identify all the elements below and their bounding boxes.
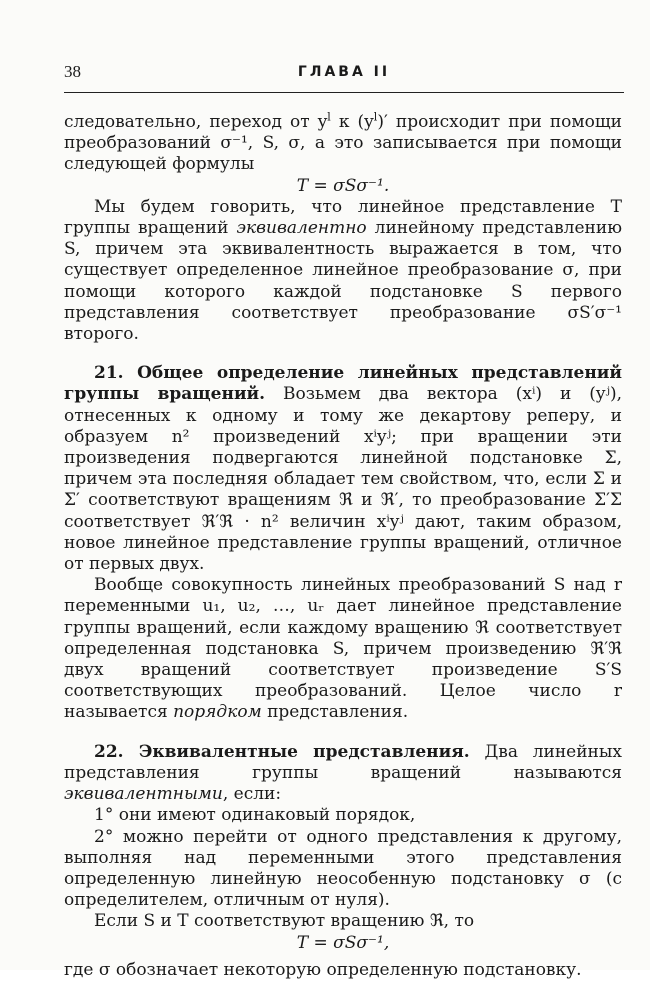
formula-1: T = σSσ⁻¹. (296, 175, 390, 196)
paragraph-if: Если S и T соответствуют вращению ℜ, то (94, 911, 475, 932)
paragraph-continuation: следовательно, переход от $y^l$ к $(y^l)'$ происходит при помощи преобразований σ⁻¹, S, σ, а это записывается при помощи следующей формулы (64, 110, 622, 175)
section-21-title: 21. Общее определение линейных представлений группы вращений. (64, 363, 622, 405)
section-22: 22. Эквивалентные представления. Два линейных представления группы вращений называются эквивалентными, если: (64, 741, 623, 805)
page-header (64, 62, 624, 86)
chapter-title: ГЛАВА II (297, 64, 391, 80)
paragraph-order: Вообще совокупность линейных преобразований S над r переменными u₁, u₂, …, uᵣ дает линейное представление группы вращений, если каждому вращению ℜ соответствует определенная подстановка S, причем произведению ℜ′ℜ двух вращений соответствует произведение S′S соответствующих преобразований. Целое число r называется порядком представления. (64, 575, 622, 723)
section-21: 21. Общее определение линейных представлений группы вращений. Возьмем два вектора (xⁱ) и (yʲ), отнесенных к одному и тому же декартову реперу, и образуем n² произведений xⁱyʲ; при вращении эти произведения подвергаются линейной подстановке Σ, причем эта последняя обладает тем свойством, что, если Σ и Σ′ соответствуют вращениям ℜ и ℜ′, то преобразование Σ′Σ соответствует ℜ′ℜ · n² величин xⁱyʲ дают, таким образом, новое линейное представление группы вращений, отличное от первых двух. (64, 363, 622, 575)
closing-line: где σ обозначает некоторую определенную подстановку. (64, 959, 582, 980)
condition-1: 1° они имеют одинаковый порядок, (94, 805, 416, 826)
page-body (64, 112, 622, 981)
paragraph-equivalence: Мы будем говорить, что линейное представление T группы вращений эквивалентно линейному представлению S, причем эта эквивалентность выражается в том, что существует определенное линейное преобразование σ, при помощи которого каждой подстановке S первого представления соответствует преобразование σS′σ⁻¹ второго. (64, 196, 622, 345)
condition-2: 2° можно перейти от одного представления к другому, выполняя над переменными этого представления определенную линейную неособенную подстановку σ (с определителем, отличным от нуля). (64, 826, 622, 911)
formula-2: T = σSσ⁻¹, (296, 932, 390, 953)
section-22-title: 22. Эквивалентные представления. (94, 741, 470, 762)
header-rule (64, 92, 624, 93)
page-number: 38 (64, 62, 81, 81)
